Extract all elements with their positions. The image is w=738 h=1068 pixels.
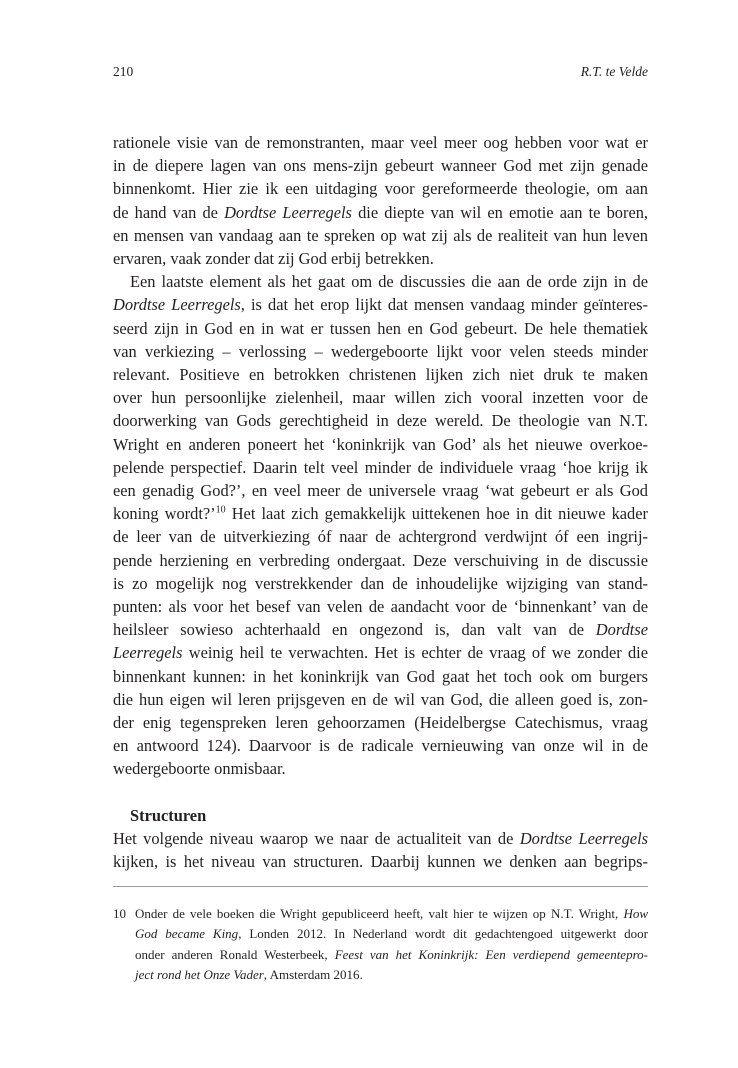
section-heading: Structuren: [130, 805, 207, 825]
text-line: binnenkant kunnen: in het koninkrijk van God gaat het toch ook om burgers: [113, 666, 648, 686]
text-line: binnenkomt. Hier zie ik een uitdaging voor gereformeerde theologie, om aan: [113, 179, 648, 199]
text-line: is zo mogelijk nog verstrekkender dan de inhoudelijke wijziging van stand-: [113, 573, 648, 593]
italic-title: God became King: [135, 926, 239, 942]
text-line: pelende perspectief. Daarin telt veel minder de individuele vraag ‘hoe krijg ik: [113, 457, 648, 477]
text-line: kijken, is het niveau van structuren. Daarbij kunnen we denken aan begrips-: [113, 852, 648, 872]
italic-title: How: [623, 906, 648, 921]
paragraph: [113, 131, 648, 270]
text-line: Leerregels weinig heil te verwachten. Het is echter de vraag of we zonder die: [113, 643, 648, 663]
text-line: punten: als voor het besef van velen de aandacht voor de ‘binnenkant’ van de: [113, 597, 648, 617]
text-line: pende herziening en verbreding ondergaat. Deze verschuiving in de discussie: [113, 550, 648, 570]
italic-title: ject rond het Onze Vader: [135, 966, 264, 982]
footnote-line: Onder de vele boeken die Wright gepubliceerd heeft, valt hier te wijzen op N.T. Wright, How: [135, 906, 648, 921]
running-head-author: R.T. te Velde: [580, 64, 648, 79]
text-line: Wright en anderen poneert het ‘koninkrijk van God’ als het nieuwe overkoe-: [113, 434, 648, 454]
text-line: en mensen van vandaag aan te spreken op wat zij als de realiteit van hun leven: [113, 225, 648, 245]
italic-title: Leerregels: [113, 643, 183, 663]
text-line: doorwerking van Gods gerechtigheid in deze wereld. De theologie van N.T.: [113, 411, 648, 431]
text-line: rationele visie van de remonstranten, maar veel meer oog hebben voor wat er: [113, 133, 648, 152]
text-line: seerd zijn in God en in wat er tussen hen en God gebeurt. De hele thematiek: [113, 318, 648, 338]
footnote-divider: [113, 886, 648, 887]
text-line: koning wordt?’$^{10}$ Het laat zich gemakkelijk uittekenen hoe in dit nieuwe kader: [113, 504, 648, 524]
text-line: over hun persoonlijke zielenheil, maar willen zich vooral inzetten voor de: [113, 388, 648, 408]
italic-title: Dordtse: [595, 620, 648, 640]
footnote-line: God became King, Londen 2012. In Nederland wordt dit gedachtengoed uitgewerkt door: [135, 926, 648, 942]
text-line: der enig tegenspreken leren gehoorzamen (Heidelbergse Catechismus, vraag: [113, 713, 648, 733]
italic-title: Dordtse Leerregels: [224, 202, 352, 222]
text-line: een genadig God?’, en veel meer de universele vraag ‘wat gebeurt er als God: [113, 481, 648, 501]
paragraph: [113, 827, 648, 873]
italic-title: Dordtse Leerregels: [519, 828, 649, 848]
footnote-line: onder anderen Ronald Westerbeek, Feest van het Koninkrijk: Een verdiepend gemeentepro-: [135, 946, 648, 962]
text-line: wedergeboorte onmisbaar.: [113, 759, 286, 779]
main-text: [113, 131, 648, 873]
text-line: in de diepere lagen van ons mens-zijn gebeurt wanneer God met zijn genade: [113, 156, 648, 176]
italic-title: Dordtse Leerregels: [113, 295, 241, 315]
text-line: relevant. Positieve en betrokken christenen lijken zich niet druk te maken: [113, 365, 648, 385]
footnote-reference: 10: [215, 504, 226, 516]
text-line: en antwoord 124). Daarvoor is de radicale vernieuwing van onze wil in de: [113, 736, 648, 756]
text-line: de hand van de Dordtse Leerregels die diepte van wil en emotie aan te boren,: [113, 202, 649, 222]
italic-title: Feest van het Koninkrijk: Een verdiepend gemeentepro-: [334, 946, 648, 962]
footnote: [113, 904, 648, 985]
text-line: heilsleer sowieso achterhaald en ongezond is, dan valt van de Dordtse: [113, 620, 648, 640]
text-line: Dordtse Leerregels, is dat het erop lijkt dat mensen vandaag minder geïnteres-: [113, 295, 649, 315]
page-header: [113, 64, 648, 84]
page-number: 210: [113, 64, 134, 79]
footnote-line: ject rond het Onze Vader, Amsterdam 2016.: [135, 966, 363, 982]
paragraph: [113, 270, 648, 780]
footnote-number: 10: [113, 906, 126, 921]
text-line: ervaren, vaak zonder dat zij God erbij betrekken.: [113, 249, 434, 269]
text-line: Een laatste element als het gaat om de discussies die aan de orde zijn in de: [130, 272, 648, 292]
footnote-text: [135, 904, 648, 985]
text-line: Het volgende niveau waarop we naar de actualiteit van de Dordtse Leerregels: [113, 828, 649, 848]
text-line: de leer van de uitverkiezing óf naar de achtergrond verdwijnt óf een ingrij-: [113, 527, 648, 547]
text-line: van verkiezing – verlossing – wedergeboorte lijkt voor velen steeds minder: [113, 341, 648, 361]
text-line: die hun eigen wil leren prijsgeven en de wil van God, die alleen goed is, zon-: [113, 689, 648, 709]
